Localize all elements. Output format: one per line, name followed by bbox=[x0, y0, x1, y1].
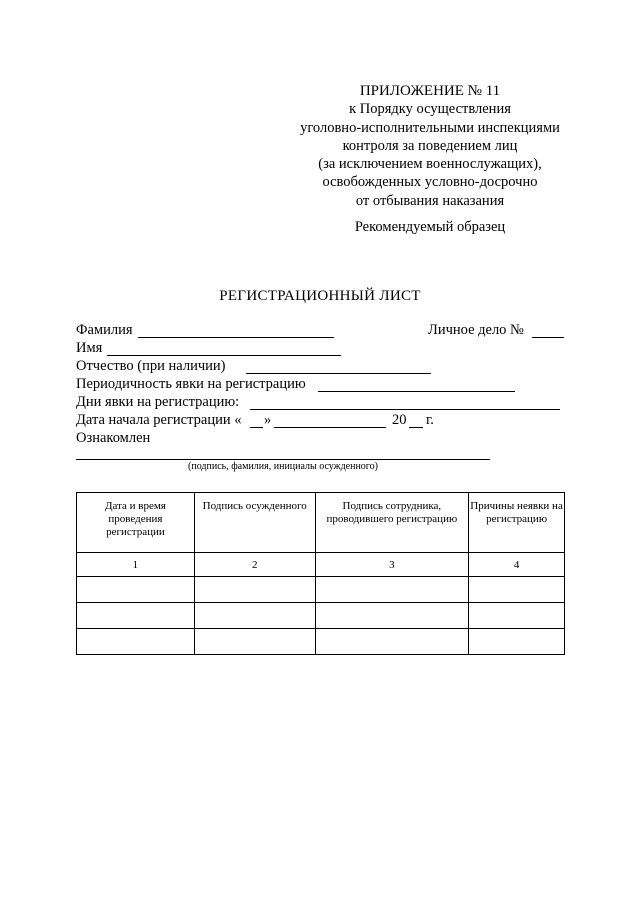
table-row bbox=[77, 577, 565, 603]
frequency-label: Периодичность явки на регистрацию bbox=[76, 376, 306, 392]
signature-caption: (подпись, фамилия, инициалы осужденного) bbox=[188, 461, 378, 472]
table-cell[interactable] bbox=[469, 629, 565, 655]
column-number: 1 bbox=[77, 553, 195, 577]
appendix-title: ПРИЛОЖЕНИЕ № 11 bbox=[359, 83, 501, 99]
year-suffix: г. bbox=[426, 412, 434, 428]
document-title: РЕГИСТРАЦИОННЫЙ ЛИСТ bbox=[219, 288, 421, 304]
table-cell[interactable] bbox=[77, 603, 195, 629]
days-row bbox=[76, 394, 566, 412]
table-header-row bbox=[77, 493, 565, 553]
column-number: 3 bbox=[315, 553, 469, 577]
surname-label: Фамилия bbox=[76, 322, 133, 338]
appendix-line: (за исключением военнослужащих), bbox=[318, 156, 542, 173]
table-cell[interactable] bbox=[469, 603, 565, 629]
table-header-absence-reasons: Причины неявки на регистрацию bbox=[469, 493, 565, 553]
patronymic-row bbox=[76, 358, 566, 376]
table-row bbox=[77, 629, 565, 655]
table-cell[interactable] bbox=[194, 577, 315, 603]
acquainted-label: Ознакомлен bbox=[76, 430, 151, 446]
frequency-field[interactable] bbox=[318, 391, 515, 392]
start-date-row bbox=[76, 412, 566, 430]
acquainted-row bbox=[76, 430, 566, 448]
appendix-line: уголовно-исполнительными инспекциями bbox=[300, 119, 560, 136]
appendix-line: к Порядку осуществления bbox=[349, 101, 511, 118]
table-header-officer-signature: Подпись сотрудника, проводившего регистрацию bbox=[315, 493, 469, 553]
appendix-header bbox=[275, 82, 585, 210]
surname-field[interactable] bbox=[138, 337, 334, 338]
appendix-line: освобожденных условно-досрочно bbox=[322, 174, 538, 191]
table-cell[interactable] bbox=[315, 577, 469, 603]
table-row bbox=[77, 603, 565, 629]
start-month-field[interactable] bbox=[274, 427, 386, 428]
signature-field[interactable] bbox=[76, 459, 490, 460]
table-cell[interactable] bbox=[77, 577, 195, 603]
patronymic-field[interactable] bbox=[246, 373, 431, 374]
year-field[interactable] bbox=[409, 427, 423, 428]
start-date-close-quote: » bbox=[264, 412, 272, 428]
table-cell[interactable] bbox=[77, 629, 195, 655]
appendix-line: от отбывания наказания bbox=[355, 192, 505, 209]
table-cell[interactable] bbox=[194, 603, 315, 629]
sample-note: Рекомендуемый образец bbox=[354, 219, 506, 235]
appendix-line: контроля за поведением лиц bbox=[342, 137, 518, 154]
name-field[interactable] bbox=[107, 355, 341, 356]
column-number: 2 bbox=[194, 553, 315, 577]
days-field[interactable] bbox=[250, 409, 560, 410]
surname-row bbox=[76, 322, 566, 340]
days-label: Дни явки на регистрацию: bbox=[76, 394, 240, 410]
start-date-label: Дата начала регистрации « bbox=[76, 412, 242, 428]
year-prefix: 20 bbox=[392, 412, 407, 428]
registration-table bbox=[76, 492, 565, 655]
table-header-datetime: Дата и время проведения регистрации bbox=[77, 493, 195, 553]
case-number-field[interactable] bbox=[532, 337, 564, 338]
column-number: 4 bbox=[469, 553, 565, 577]
table-cell[interactable] bbox=[469, 577, 565, 603]
table-cell[interactable] bbox=[194, 629, 315, 655]
table-cell[interactable] bbox=[315, 629, 469, 655]
name-row bbox=[76, 340, 566, 358]
case-number-label: Личное дело № bbox=[428, 322, 524, 338]
table-cell[interactable] bbox=[315, 603, 469, 629]
table-header-convict-signature: Подпись осужденного bbox=[194, 493, 315, 553]
name-label: Имя bbox=[76, 340, 103, 356]
patronymic-label: Отчество (при наличии) bbox=[76, 358, 226, 374]
start-day-field[interactable] bbox=[250, 427, 263, 428]
table-number-row bbox=[77, 553, 565, 577]
frequency-row bbox=[76, 376, 566, 394]
